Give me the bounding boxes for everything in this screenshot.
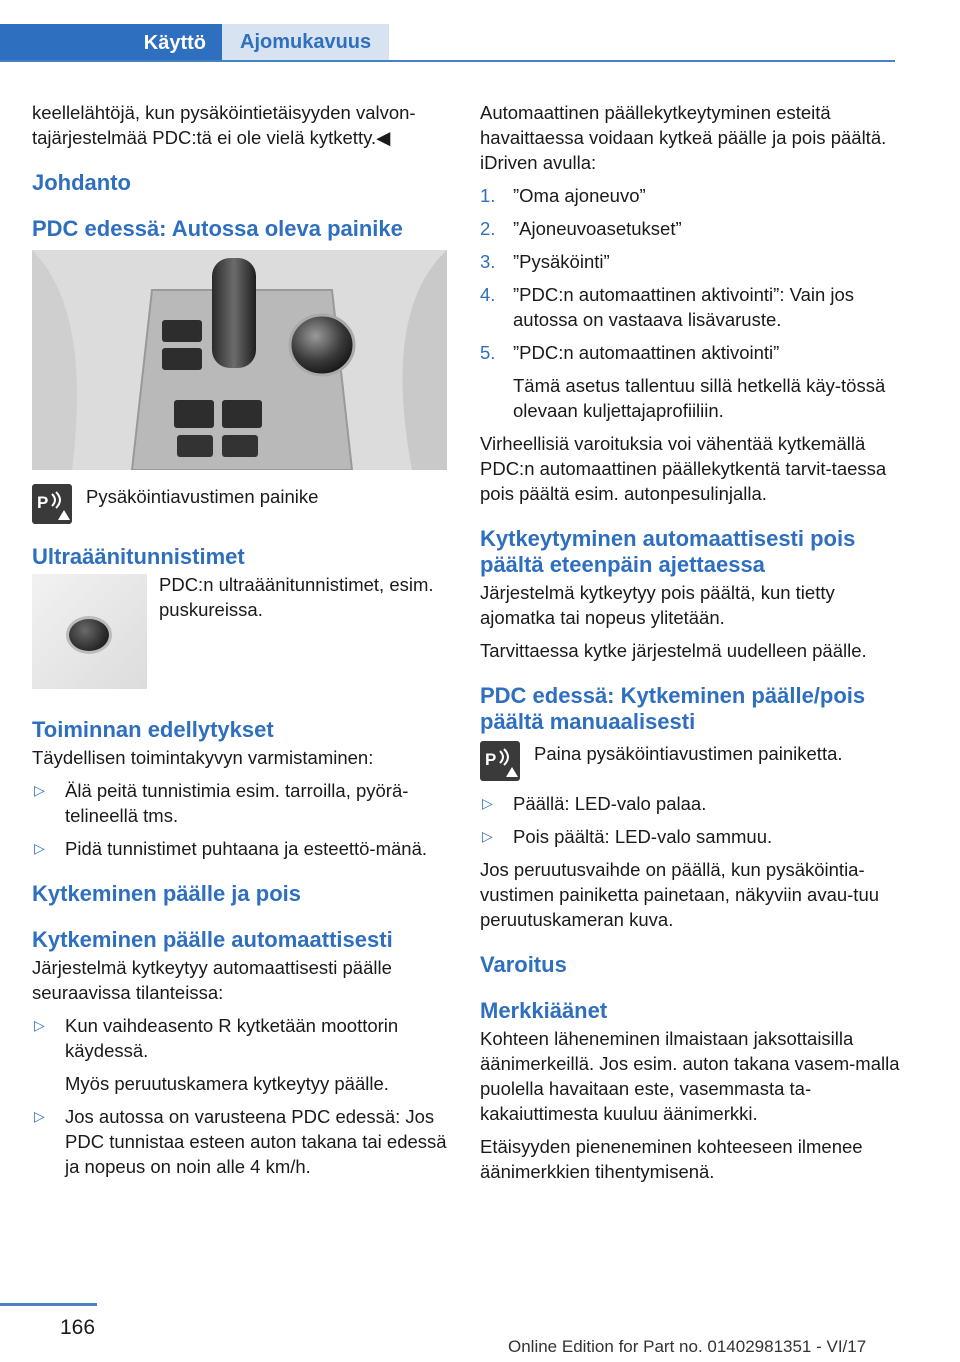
list-item: ▷ Kun vaihdeasento R kytketään moottorin käydessä. Myös peruutuskamera kytkeytyy päälle. — [34, 1015, 399, 1094]
footer-rule — [0, 1303, 97, 1306]
left-column — [32, 100, 452, 1187]
list-item: 4. ”PDC:n automaattinen aktivointi”: Vain jos autossa on vastaava lisävaruste. — [480, 284, 855, 330]
button-caption-row — [32, 484, 452, 524]
heading-switching: Kytkeminen päälle ja pois — [32, 881, 301, 906]
triangle-bullet-icon: ▷ — [34, 1017, 45, 1033]
list-item: ▷ Älä peitä tunnistimia esim. tarroilla, pyörä‐telineellä tms. — [34, 780, 409, 826]
reverse-camera-text: Jos peruutusvaihde on päällä, kun pysäköintia‐vustimen painiketta painetaan, näkyviin avau‐tuu peruutuskameran kuva. — [480, 859, 880, 930]
manual-caption: Paina pysäköintiavustimen painiketta. — [534, 743, 843, 764]
signals-text-1: Kohteen läheneminen ilmaistaan jaksottaisilla äänimerkeillä. Jos esim. auton takana vasem‐malla puolella havaitaan este, vasemmasta ta‐kakaiuttimesta kuuluu äänimerkki. — [480, 1028, 900, 1124]
console-illustration — [32, 250, 447, 470]
pdc-button-icon — [480, 741, 520, 781]
requirements-list — [32, 778, 452, 861]
pdc-button-icon — [32, 484, 72, 524]
heading-button: PDC edessä: Autossa oleva painike — [32, 216, 403, 241]
sensor-photo — [32, 574, 147, 689]
list-item: 5. ”PDC:n automaattinen aktivointi” Tämä asetus tallentuu sillä hetkellä käy‐tössä olevaan kuljettajaprofiiliin. — [480, 342, 886, 421]
triangle-bullet-icon: ▷ — [34, 1108, 45, 1124]
tab-ajomukavuus[interactable]: Ajomukavuus — [222, 24, 389, 60]
list-item: 2. ”Ajoneuvoasetukset” — [480, 218, 682, 239]
sensor-block — [32, 572, 452, 689]
tab-kaytto[interactable]: Käyttö — [0, 24, 222, 62]
right-column — [480, 100, 900, 1192]
list-item: ▷ Päällä: LED-valo palaa. — [482, 793, 707, 814]
heading-manual: PDC edessä: Kytkeminen päälle/pois päältä manuaalisesti — [480, 683, 866, 734]
heading-auto-off: Kytkeytyminen automaattisesti pois päältä eteenpäin ajettaessa — [480, 526, 856, 577]
manual-caption-row — [480, 741, 900, 781]
edition-footer: Online Edition for Part no. 01402981351 - VI/17 — [508, 1337, 867, 1356]
heading-signals: Merkkiäänet — [480, 998, 608, 1023]
auto-list — [32, 1013, 452, 1179]
console-photo — [32, 250, 447, 470]
requirements-intro: Täydellisen toimintakyvyn varmistaminen: — [32, 747, 374, 768]
triangle-bullet-icon: ▷ — [482, 795, 493, 811]
button-caption: Pysäköintiavustimen painike — [86, 486, 319, 507]
triangle-bullet-icon: ▷ — [34, 840, 45, 856]
heading-requirements: Toiminnan edellytykset — [32, 717, 274, 742]
heading-johdanto: Johdanto — [32, 170, 131, 195]
sensors-text: PDC:n ultraäänitunnistimet, esim. puskureissa. — [159, 574, 434, 620]
intro-paragraph: keellelähtöjä, kun pysäköintietäisyyden valvon‐tajärjestelmää PDC:tä ei ole vielä kytketty.◀ — [32, 102, 416, 148]
idrive-steps — [480, 183, 900, 423]
triangle-bullet-icon: ▷ — [34, 782, 45, 798]
page-number: 166 — [60, 1316, 96, 1339]
list-item: ▷ Pois päältä: LED-valo sammuu. — [482, 826, 773, 847]
heading-auto-on: Kytkeminen päälle automaattisesti — [32, 927, 393, 952]
triangle-bullet-icon: ▷ — [482, 828, 493, 844]
list-item: 1. ”Oma ajoneuvo” — [480, 185, 646, 206]
header-tabs — [0, 24, 895, 62]
right-intro: Automaattinen päällekytkeytyminen esteitä havaittaessa voidaan kytkeä päälle ja pois päältä. iDriven avulla: — [480, 102, 887, 173]
auto-off-text-1: Järjestelmä kytkeytyy pois päältä, kun tietty ajomatka tai nopeus ylitetään. — [480, 582, 835, 628]
heading-sensors: Ultraäänitunnistimet — [32, 544, 245, 569]
list-item: 3. ”Pysäköinti” — [480, 251, 610, 272]
list-item: ▷ Pidä tunnistimet puhtaana ja esteettö‐mänä. — [34, 838, 428, 859]
false-warnings-text: Virheellisiä varoituksia voi vähentää kytkemällä PDC:n automaattinen päällekytkentä tarvit‐taessa pois päältä esim. autonpesulinjalla. — [480, 433, 887, 504]
signals-text-2: Etäisyyden pieneneminen kohteeseen ilmenee äänimerkkien tihentymisenä. — [480, 1136, 863, 1182]
svg-text:P: P — [37, 493, 49, 512]
list-item: ▷ Jos autossa on varusteena PDC edessä: Jos PDC tunnistaa esteen auton takana tai edessä ja nopeus on noin alle 4 km/h. — [34, 1106, 447, 1177]
auto-off-text-2: Tarvittaessa kytke järjestelmä uudelleen päälle. — [480, 640, 867, 661]
svg-text:P: P — [485, 750, 497, 769]
manual-list — [480, 791, 900, 849]
header-rule — [0, 60, 895, 62]
auto-intro: Järjestelmä kytkeytyy automaattisesti päälle seuraavissa tilanteissa: — [32, 957, 392, 1003]
heading-warning: Varoitus — [480, 952, 567, 977]
